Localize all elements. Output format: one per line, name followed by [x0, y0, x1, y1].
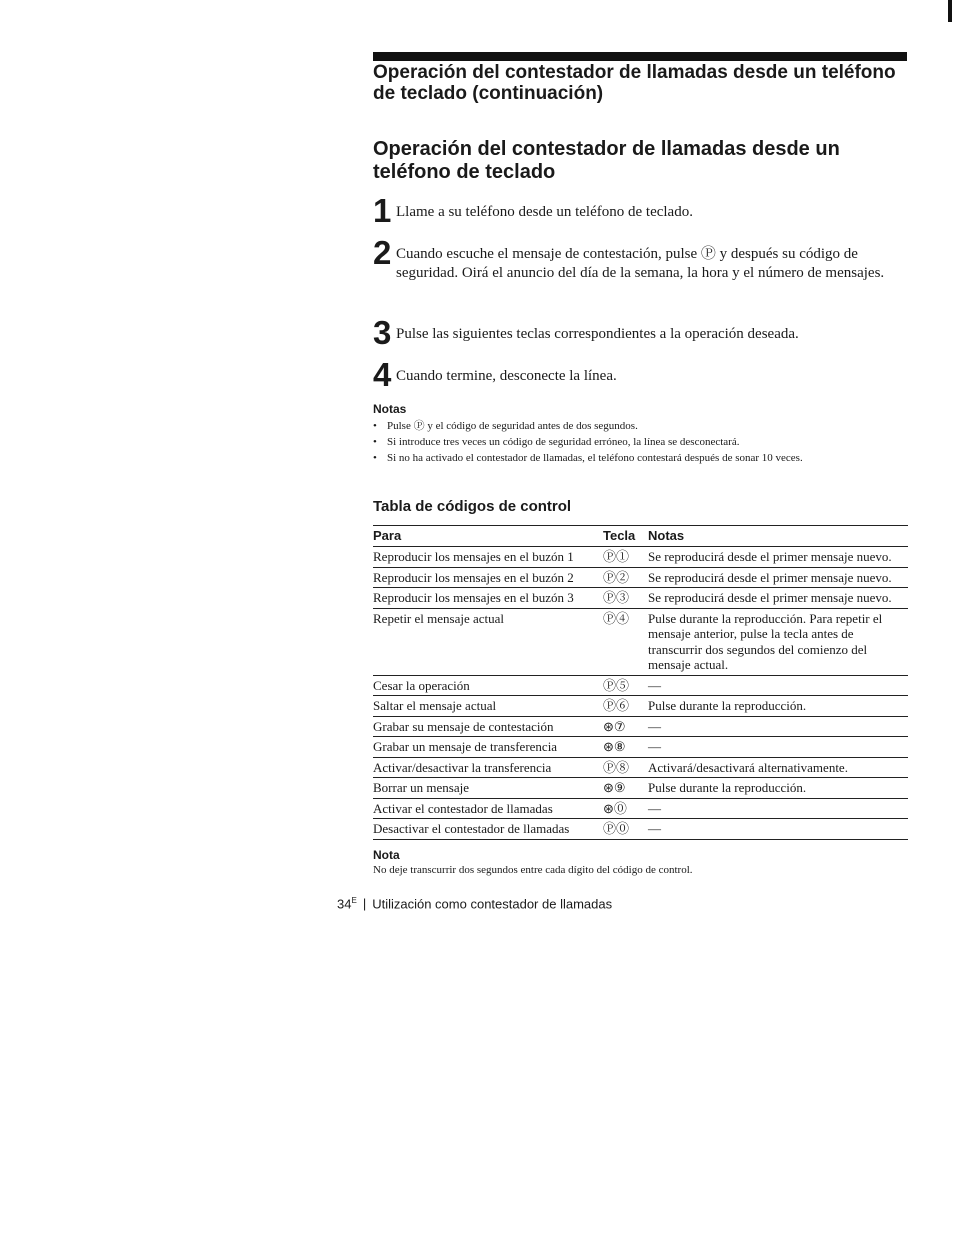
note-item: • Pulse Ⓟ y el código de seguridad antes de dos segundos. [373, 418, 813, 434]
table-row [373, 608, 908, 675]
step-number: 1 [373, 192, 392, 229]
cell-notas: Pulse durante la reproducción. [648, 778, 908, 799]
cell-para: Activar el contestador de llamadas [373, 798, 603, 819]
page-footer [337, 896, 612, 911]
step-number: 3 [373, 314, 392, 351]
table-row [373, 757, 908, 778]
step-number: 2 [373, 234, 392, 271]
cell-para: Borrar un mensaje [373, 778, 603, 799]
cell-tecla: Ⓟ⑧ [603, 757, 648, 778]
column-header-para: Para [373, 526, 603, 547]
cell-notas: Se reproducirá desde el primer mensaje nuevo. [648, 588, 908, 609]
cell-notas: — [648, 798, 908, 819]
cell-notas: Pulse durante la reproducción. Para repetir el mensaje anterior, pulse la tecla antes de transcurrir dos segundos del comienzo del mensaje actual. [648, 608, 908, 675]
cell-notas: — [648, 716, 908, 737]
cell-para: Saltar el mensaje actual [373, 696, 603, 717]
cell-notas: Activará/desactivará alternativamente. [648, 757, 908, 778]
cell-tecla: Ⓟ① [603, 547, 648, 568]
table-title: Tabla de códigos de control [373, 498, 572, 515]
header-rule [373, 52, 907, 61]
cell-notas: Se reproducirá desde el primer mensaje nuevo. [648, 547, 908, 568]
table-row [373, 547, 908, 568]
control-codes-table [373, 525, 908, 840]
cell-tecla: Ⓟ④ [603, 608, 648, 675]
footer-separator: | [362, 896, 367, 912]
cell-para: Repetir el mensaje actual [373, 608, 603, 675]
step-text: Cuando termine, desconecte la línea. [396, 368, 617, 384]
cell-tecla: ⊛⑨ [603, 778, 648, 799]
table-row [373, 819, 908, 840]
table-row [373, 696, 908, 717]
cell-para: Reproducir los mensajes en el buzón 3 [373, 588, 603, 609]
cell-tecla: Ⓟ③ [603, 588, 648, 609]
nota-text: No deje transcurrir dos segundos entre cada dígito del código de control. [373, 864, 693, 876]
column-header-tecla: Tecla [603, 526, 648, 547]
cell-notas: — [648, 819, 908, 840]
step-text: Pulse las siguientes teclas correspondientes a la operación deseada. [396, 326, 799, 342]
continued-title: Operación del contestador de llamadas desde un teléfono de teclado (continuación) [373, 62, 896, 104]
page-edge-tab [948, 0, 952, 22]
step-text: Cuando escuche el mensaje de contestación, pulse Ⓟ y después su código de seguridad. Oirá el anuncio del día de la semana, la hora y el número de mensajes. [396, 246, 885, 281]
step-text: Llame a su teléfono desde un teléfono de teclado. [396, 204, 693, 220]
table-row [373, 716, 908, 737]
notes-list [373, 418, 813, 466]
cell-tecla: Ⓟ⑥ [603, 696, 648, 717]
cell-tecla: ⊛⑦ [603, 716, 648, 737]
nota-title: Nota [373, 848, 400, 862]
table-row [373, 737, 908, 758]
footer-section: Utilización como contestador de llamadas [372, 896, 613, 912]
cell-notas: — [648, 675, 908, 696]
table-row [373, 778, 908, 799]
note-item: • Si introduce tres veces un código de seguridad erróneo, la línea se desconectará. [373, 434, 813, 450]
cell-para: Grabar su mensaje de contestación [373, 716, 603, 737]
page-number: 34 [337, 896, 352, 912]
cell-tecla: Ⓟ⑤ [603, 675, 648, 696]
table-row [373, 588, 908, 609]
cell-notas: — [648, 737, 908, 758]
table-row [373, 567, 908, 588]
table-row [373, 675, 908, 696]
table-header-row [373, 526, 908, 547]
cell-para: Desactivar el contestador de llamadas [373, 819, 603, 840]
cell-notas: Se reproducirá desde el primer mensaje nuevo. [648, 567, 908, 588]
cell-notas: Pulse durante la reproducción. [648, 696, 908, 717]
cell-para: Activar/desactivar la transferencia [373, 757, 603, 778]
page-suffix: E [351, 896, 357, 905]
cell-tecla: ⊛⓪ [603, 798, 648, 819]
notes-title: Notas [373, 402, 407, 416]
cell-para: Reproducir los mensajes en el buzón 2 [373, 567, 603, 588]
cell-tecla: ⊛⑧ [603, 737, 648, 758]
cell-para: Cesar la operación [373, 675, 603, 696]
table-row [373, 798, 908, 819]
cell-para: Grabar un mensaje de transferencia [373, 737, 603, 758]
section-title: Operación del contestador de llamadas desde un teléfono de teclado [373, 138, 840, 183]
cell-tecla: Ⓟ② [603, 567, 648, 588]
column-header-notas: Notas [648, 526, 908, 547]
cell-tecla: Ⓟ⓪ [603, 819, 648, 840]
step-number: 4 [373, 356, 392, 393]
cell-para: Reproducir los mensajes en el buzón 1 [373, 547, 603, 568]
note-item: • Si no ha activado el contestador de llamadas, el teléfono contestará después de sonar 10 veces. [373, 450, 813, 466]
